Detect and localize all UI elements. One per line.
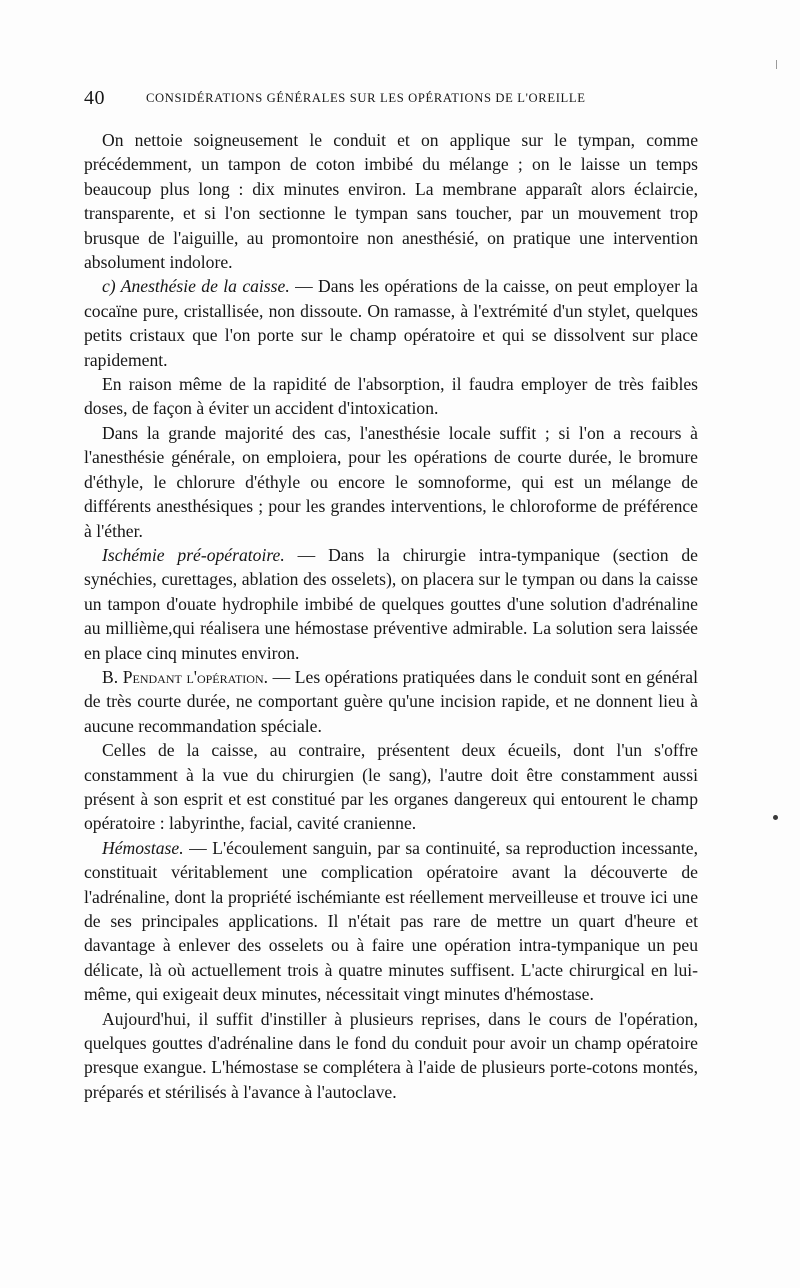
paragraph-text: On nettoie soigneusement le conduit et on applique sur le tympan, comme précédemment, un tampon de coton imbibé du mélange ; on le laisse un temps beaucoup plus long : dix minutes environ. La membrane apparaît alors éclaircie, transparente, et si l'on sectionne le tympan sans toucher, par un mouvement trop brusque de l'aiguille, au promontoire non anesthésié, on pratique une intervention absolument indolore. bbox=[84, 130, 698, 273]
paragraph-text: Aujourd'hui, il suffit d'instiller à plusieurs reprises, dans le cours de l'opération, quelques gouttes d'adrénaline dans le fond du conduit pour avoir un champ opératoire presque exangue. L'hémostase se complétera à l'aide de plusieurs porte-cotons montés, préparés et stérilisés à l'avance à l'autoclave. bbox=[84, 1008, 698, 1102]
paragraph-caisse-ecueils bbox=[84, 738, 698, 836]
section-heading-pendant-operation: B. Pendant l'opération. bbox=[102, 666, 269, 687]
section-heading-anesthesie-caisse: c) Anesthésie de la caisse. bbox=[102, 276, 290, 297]
paragraph-text: Celles de la caisse, au contraire, présentent deux écueils, dont l'un s'offre constamment à la vue du chirurgien (le sang), l'autre doit être constamment aussi présent à son esprit et est constitué par les organes dangereux qui entourent le champ opératoire : labyrinthe, facial, cavité cranienne. bbox=[84, 740, 698, 834]
paragraph-text: En raison même de la rapidité de l'absorption, il faudra employer de très faibles doses, de façon à éviter un accident d'intoxication. bbox=[84, 374, 698, 419]
running-title: CONSIDÉRATIONS GÉNÉRALES SUR LES OPÉRATIONS DE L'OREILLE bbox=[146, 91, 586, 105]
paragraph-text: — Les opérations pratiquées dans le conduit sont en général de très courte durée, ne comportant guère qu'une incision rapide, et ne donnent lieu à aucune recommandation spéciale. bbox=[84, 666, 698, 736]
page-header bbox=[84, 86, 644, 110]
paragraph-text: — Dans la chirurgie intra-tympanique (section de synéchies, curettages, ablation des osselets), on placera sur le tympan ou dans la caisse un tampon d'ouate hydrophile imbibé de quelques gouttes d'une solution d'adrénaline au millième,qui réalisera une hémostase préventive admirable. La solution sera laissée en place cinq minutes environ. bbox=[84, 544, 698, 663]
paragraph-tympan-cleaning bbox=[84, 128, 698, 274]
page-mark bbox=[776, 60, 777, 69]
paragraph-aujourdhui bbox=[84, 1007, 698, 1105]
paragraph-pendant-operation bbox=[84, 665, 698, 738]
page-number: 40 bbox=[84, 87, 105, 109]
paragraph-hemostase bbox=[84, 836, 698, 1007]
paragraph-text: — L'écoulement sanguin, par sa continuité, sa reproduction incessante, constituait véritablement une complication opératoire avant la découverte de l'adrénaline, dont la propriété ischémiante est réellement merveilleuse et trouve ici une de ses principales applications. Il n'était pas rare de mettre un quart d'heure et davantage à enlever des osselets ou à faire une opération intra-tympanique un peu délicate, là où actuellement trois à quatre minutes suffisent. L'acte chirurgical en lui-même, qui exigeait deux minutes, nécessitait vingt minutes d'hémostase. bbox=[84, 837, 698, 1005]
section-heading-hemostase: Hémostase. bbox=[102, 837, 184, 858]
paragraph-ischemie bbox=[84, 543, 698, 665]
ink-speck bbox=[773, 815, 778, 820]
paragraph-absorption bbox=[84, 372, 698, 421]
paragraph-anesthesie-generale bbox=[84, 421, 698, 543]
section-heading-ischemie: Ischémie pré-opératoire. bbox=[102, 544, 285, 565]
paragraph-anesthesie-caisse bbox=[84, 274, 698, 372]
body-text bbox=[84, 128, 698, 1104]
paragraph-text: Dans la grande majorité des cas, l'anesthésie locale suffit ; si l'on a recours à l'anesthésie générale, on emploiera, pour les opérations de courte durée, le bromure d'éthyle, le chlorure d'éthyle ou encore le somnoforme, qui est un mélange de différents anesthésiques ; pour les grandes interventions, le chloroforme de préférence à l'éther. bbox=[84, 422, 698, 541]
paragraph-text: — Dans les opérations de la caisse, on peut employer la cocaïne pure, cristallisée, non dissoute. On ramasse, à l'extrémité d'un stylet, quelques petits cristaux que l'on porte sur le champ opératoire et qui se dissolvent sur place rapidement. bbox=[84, 276, 698, 370]
